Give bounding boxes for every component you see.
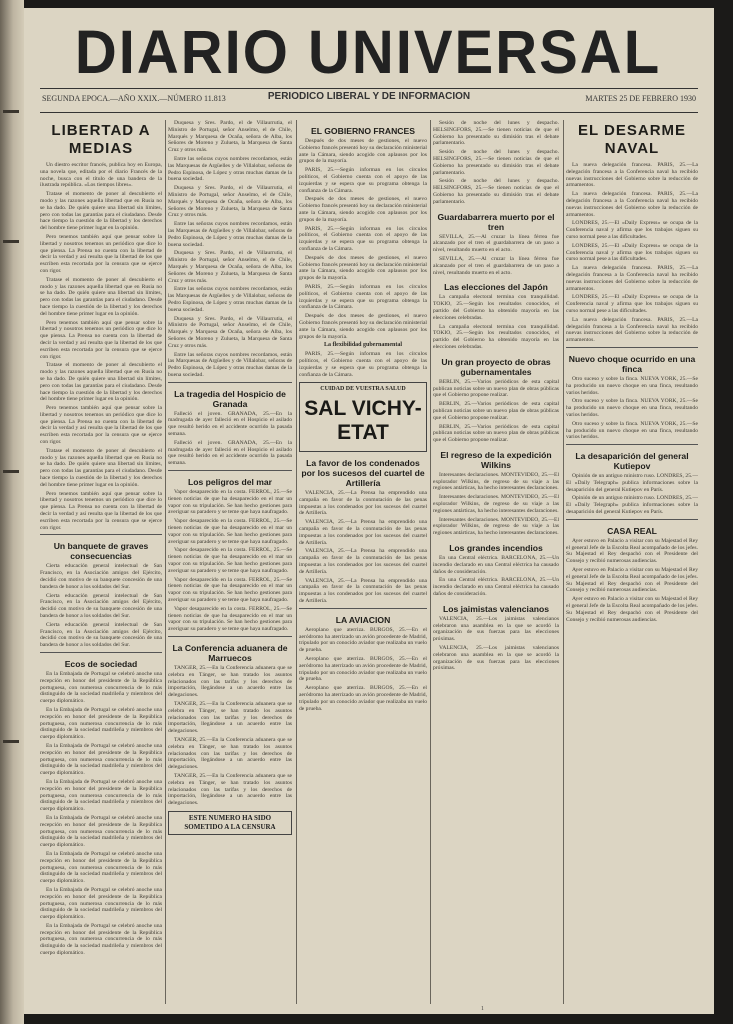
article-text: Vapor desaparecido en la costa. FERROL, 25.—Se tienen noticias de que ha desaparecido en el mar un vapor con su tripulación. Se han hecho gestiones para averiguar su paradero y se teme que haya naufragado. [168, 605, 292, 633]
article-text: Vapor desaparecido en la costa. FERROL, 25.—Se tienen noticias de que ha desaparecido en el mar un vapor con su tripulación. Se han hecho gestiones para averiguar su paradero y se teme que haya naufragado. [168, 489, 292, 516]
article-headline: CASA REAL [607, 525, 657, 536]
article-text: Duquesa y Sres. Pardo, el de Villaurrutia, el Ministro de Portugal, señor Anselmo, el de Chile, Marqués y Marquesa de Ocaña, señora de Alba, los Señores de Moreno y Zulueta, la Marquesa de Santa Cruz y otros más. [168, 185, 292, 219]
article-text: VALENCIA, 25.—La Prensa ha emprendido una campaña en favor de la conmutación de las penas impuestas a los condenados por los sucesos del cuartel de Artillería. [299, 519, 427, 546]
article-text: En la Embajada de Portugal se celebró anoche una recepción en honor del presidente de la República portuguesa, con numerosa concurrencia de lo más distinguido de la sociedad madrileña y miembros del cuerpo diplomático. [40, 922, 162, 957]
article-headline: La favor de los condenados por los sucesos del cuartel de Artillería [301, 458, 425, 489]
article-text: Cierta educación general intelectual de San Francisco, en la Asociación amigos del Ejército, decidió con motivo de su banquete concesión de una bandera de honor a los soldados del Sur. [40, 592, 162, 620]
article-text: Aeroplano que aterriza. BURGOS, 25.—En el aeródromo ha aterrizado un avión procedente de Madrid, tripulado por un conocido aviador que realizaba un vuelo de prueba. [299, 656, 427, 683]
article-text: Pero tenemos también aquí que pensar sobre la libertad y nosotros tenemos un periódico que dice lo que piensa. La Prensa no cuenta con la libertad de decir la verdad y así resulta que la libertad de los que escriben esta recortada por la censura que se ejerce con rigor. [40, 405, 162, 446]
article-text: BERLIN, 25.—Varios periódicos de esta capital publican noticias sobre un nuevo plan de obras públicas que el Gobierno propone realizar. [433, 378, 559, 399]
binding-mark [3, 240, 19, 243]
article-text: Vapor desaparecido en la costa. FERROL, 25.—Se tienen noticias de que ha desaparecido en el mar un vapor con su tripulación. Se han hecho gestiones para averiguar su paradero y se teme que haya naufragado. [168, 518, 292, 545]
article-text: En una Central eléctrica. BARCELONA, 25.—Un incendio declarado en una Central eléctrica ha causado daños de consideración. [433, 555, 559, 575]
issue-date: MARTES 25 DE FEBRERO 1930 [585, 94, 696, 103]
article-headline: Los grandes incendios [449, 543, 543, 554]
article-text: VALENCIA, 25.—Los jaimistas valencianos celebraron una asamblea en la que se acordó la organización de sus fuerzas para las elecciones próximas. [433, 645, 559, 672]
article-text: Falleció el joven. GRANADA, 25.—En la madrugada de ayer falleció en el Hospicio el asilado que resultó herido en el accidente ocurrido la pasada semana. [168, 439, 292, 467]
article-text: Después de dos meses de gestiones, el nuevo Gobierno francés presentó hoy su declaración ministerial ante la Cámara, siendo acogido con aplausos por los grupos de la mayoría. [299, 196, 427, 223]
article-text: En la Embajada de Portugal se celebró anoche una recepción en honor del presidente de la República portuguesa, con numerosa concurrencia de lo más distinguido de la sociedad madrileña y miembros del cuerpo diplomático. [40, 742, 162, 777]
article-text: En la Embajada de Portugal se celebró anoche una recepción en honor del presidente de la República portuguesa, con numerosa concurrencia de lo más distinguido de la sociedad madrileña y miembros del cuerpo diplomático. [40, 671, 162, 705]
article-text: Vapor desaparecido en la costa. FERROL, 25.—Se tienen noticias de que ha desaparecido en el mar un vapor con su tripulación. Se han hecho gestiones para averiguar su paradero y se teme que haya naufragado. [168, 547, 292, 574]
article-text: En la Embajada de Portugal se celebró anoche una recepción en honor del presidente de la República portuguesa, con numerosa concurrencia de lo más distinguido de la sociedad madrileña y miembros del cuerpo diplomático. [40, 850, 162, 885]
article-headline: EL GOBIERNO FRANCES [311, 126, 415, 136]
column-3 [299, 120, 427, 1004]
article-text: En una Central eléctrica. BARCELONA, 25.—Un incendio declarado en una Central eléctrica ha causado daños de consideración. [433, 577, 559, 598]
article-text: Interesantes declaraciones. MONTEVIDEO, 25.—El explorador Wilkins, de regreso de su viaje a las regiones antárticas, ha hecho interesantes declaraciones. [433, 516, 559, 537]
article-text: PARIS, 25.—Según informan en los círculos políticos, el Gobierno cuenta con el apoyo de las izquierdas y se espera que su programa obtenga la confianza de la Cámara. [299, 225, 427, 252]
article-text: En la Embajada de Portugal se celebró anoche una recepción en honor del presidente de la República portuguesa, con numerosa concurrencia de lo más distinguido de la sociedad madrileña y miembros del cuerpo diplomático. [40, 706, 162, 741]
column-2 [168, 120, 292, 1004]
article-text: Entre las señoras cuyos nombres recordamos, están las Marquesas de Argüelles y de Villalobar, señoras de Pedro Espinosa, de López y otras muchas damas de la buena sociedad. [168, 221, 292, 248]
article-text: Cierta educación general intelectual de San Francisco, en la Asociación amigos del Ejército, decidió con motivo de su banquete concesión de una bandera de honor a los soldados del Sur. [40, 563, 162, 590]
article-headline: La Conferencia aduanera de Marruecos [172, 643, 288, 663]
article-text: La campaña electoral termina con tranquilidad. TOKIO, 25.—Según los resultados conocidos, el partido del Gobierno ha obtenido mayoría en las elecciones celebradas. [433, 323, 559, 350]
article-text: En la Embajada de Portugal se celebró anoche una recepción en honor del presidente de la República portuguesa, con numerosa concurrencia de lo más distinguido de la sociedad madrileña y miembros del cuerpo diplomático. [40, 778, 162, 813]
column-1 [40, 120, 162, 1004]
article-text: La nueva delegación francesa. PARIS, 25.—La delegación francesa a la Conferencia naval ha recibido nuevas instrucciones del Gobierno sobre la reducción de armamentos. [566, 162, 698, 189]
article-text: Pero tenemos también aquí que pensar sobre la libertad y nosotros tenemos un periódico que dice lo que piensa. La Prensa no cuenta con la libertad de decir la verdad y así resulta que la libertad de los que escriben esta recortada por la censura que se ejerce con rigor. [40, 233, 162, 274]
article-text: SEVILLA, 25.—Al cruzar la línea férrea fue alcanzado por el tren el guardabarrera de un paso a nivel, resultando muerto en el acto. [433, 233, 559, 254]
article-text: LONDRES, 25.—El «Daily Express» se ocupa de la Conferencia naval y afirma que los trabajos siguen su curso normal pese a las dificultades. [566, 294, 698, 314]
article-text: VALENCIA, 25.—La Prensa ha emprendido una campaña en favor de la conmutación de las penas impuestas a los condenados por los sucesos del cuartel de Artillería. [299, 577, 427, 605]
article-text: Entre las señoras cuyos nombres recordamos, están las Marquesas de Argüelles y de Villalobar, señoras de Pedro Espinosa, de López y otras muchas damas de la buena sociedad. [168, 155, 292, 183]
binding-mark [3, 470, 19, 473]
article-text: TANGER, 25.—En la Conferencia aduanera que se celebra en Tánger, se han tratado los asuntos relacionados con las tarifas y los derechos de importación, llegándose a un acuerdo entre las delegaciones. [168, 772, 292, 807]
article-headline: LA AVIACION [335, 614, 391, 625]
column-5 [566, 120, 698, 1004]
article-text: La nueva delegación francesa. PARIS, 25.—La delegación francesa a la Conferencia naval ha recibido nuevas instrucciones del Gobierno sobre la reducción de armamentos. [566, 191, 698, 218]
article-text: Ayer estuvo en Palacio a visitar con su Majestad el Rey el general Jefe de la Escolta Real acompañado de los jefes. Su Majestad el Rey despachó con el Presidente del Consejo y recibió numerosas audiencias. [566, 596, 698, 623]
article-text: Duquesa y Sres. Pardo, el de Villaurrutia, el Ministro de Portugal, señor Anselmo, el de Chile, Marqués y Marquesa de Ocaña, señora de Alba, los Señores de Moreno y Zulueta, la Marquesa de Santa Cruz y otros más. [168, 250, 292, 284]
article-text: LONDRES, 25.—El «Daily Express» se ocupa de la Conferencia naval y afirma que los trabajos siguen su curso normal pese a las dificultades. [566, 242, 698, 263]
edition-info: SEGUNDA EPOCA.—AÑO XXIX.—NÚMERO 11.813 [42, 94, 226, 103]
article-headline: Un gran proyecto de obras gubernamentales [441, 356, 551, 377]
article-text: Entre las señoras cuyos nombres recordamos, están las Marquesas de Argüelles y de Villalobar, señoras de Pedro Espinosa, de López y otras muchas damas de la buena sociedad. [168, 286, 292, 313]
binding-mark [3, 110, 19, 113]
article-text: Tratase el momento de poner al descubierto el modo y las razones aquella libertad que en Rusia no se ha dado. De quién quiere una libertad sin límites, pero con todas las garantías para el ciudadano. Desde hace tiempo la cuestión de la libertad y los derechos del hombre tiene primer lugar en la opinión. [40, 191, 162, 232]
article-text: SEVILLA, 25.—Al cruzar la línea férrea fue alcanzado por el tren el guardabarrera de un paso a nivel, resultando muerto en el acto. [433, 255, 559, 276]
article-text: Sesión de noche del lunes y despacho. HELSINGFORS, 25.—Se tienen noticias de que el Gobierno ha presentado su dimisión tras el debate parlamentario. [433, 178, 559, 205]
article-text: Opinión de un antiguo ministro ruso. LONDRES, 25.—El «Daily Telegraph» publica informaciones sobre la desaparición del general Kutiepov en París. [566, 495, 698, 516]
binding-mark [3, 740, 19, 743]
article-text: Aeroplano que aterriza. BURGOS, 25.—En el aeródromo ha aterrizado un avión procedente de Madrid, tripulado por un conocido aviador que realizaba un vuelo de prueba. [299, 685, 427, 712]
article-text: Sesión de noche del lunes y despacho. HELSINGFORS, 25.—Se tienen noticias de que el Gobierno ha presentado su dimisión tras el debate parlamentario. [433, 149, 559, 176]
masthead-rule-bottom [40, 112, 698, 113]
column-divider [296, 120, 297, 1004]
article-text: Otro suceso y sobre la finca. NUEVA YORK, 25.—Se ha producido un nuevo choque en una finca, resultando varios heridos. [566, 398, 698, 418]
article-text: Un diestro escritor francés, publica hoy en Europa, una novela que, editada por el diario Francés de la noche, busca con el título de una bandera de la ilustrada república. «Los tiempos libres». [40, 162, 162, 189]
article-headline: Los peligros del mar [187, 477, 273, 488]
article-text: Pero tenemos también aquí que pensar sobre la libertad y nosotros tenemos un periódico que dice lo que piensa. La Prensa no cuenta con la libertad de decir la verdad y así resulta que la libertad de los que escriben esta recortada por la censura que se ejerce con rigor. [40, 319, 162, 360]
article-text: Entre las señoras cuyos nombres recordamos, están las Marquesas de Argüelles y de Villalobar, señoras de Pedro Espinosa, de López y otras muchas damas de la buena sociedad. [168, 351, 292, 378]
masthead-rule-top [40, 88, 698, 89]
advertisement-heading: CUIDAD DE VUESTRA SALUD [320, 386, 406, 393]
article-text: Tratase el momento de poner al descubierto el modo y las razones aquella libertad que en Rusia no se ha dado. De quién quiere una libertad sin límites, pero con todas las garantías para el ciudadano. Desde hace tiempo la cuestión de la libertad y los derechos del hombre tiene primer lugar en la opinión. [40, 447, 162, 488]
censorship-notice-text: ESTE NUMERO HA SIDO SOMETIDO A LA CENSURA [184, 813, 276, 831]
article-text: En la Embajada de Portugal se celebró anoche una recepción en honor del presidente de la República portuguesa, con numerosa concurrencia de lo más distinguido de la sociedad madrileña y miembros del cuerpo diplomático. [40, 814, 162, 849]
advertisement-title: SAL VICHY-ETAT [304, 397, 422, 445]
article-text: Cierta educación general intelectual de San Francisco, en la Asociación amigos del Ejército, decidió con motivo de su banquete concesión de una bandera de honor a los soldados del Sur. [40, 621, 162, 649]
article-text: BERLIN, 25.—Varios periódicos de esta capital publican noticias sobre un nuevo plan de obras públicas que el Gobierno propone realizar. [433, 401, 559, 421]
article-text: VALENCIA, 25.—La Prensa ha emprendido una campaña en favor de la conmutación de las penas impuestas a los condenados por los sucesos del cuartel de Artillería. [299, 490, 427, 517]
article-headline: Las elecciones del Japón [444, 282, 548, 293]
article-headline: EL DESARME NAVAL [577, 122, 687, 157]
article-text: Pero tenemos también aquí que pensar sobre la libertad y nosotros tenemos un periódico que dice lo que piensa. La Prensa no cuenta con la libertad de decir la verdad y así resulta que la libertad de los que escriben esta recortada por la censura que se ejerce con rigor. [40, 490, 162, 531]
article-text: VALENCIA, 25.—La Prensa ha emprendido una campaña en favor de la conmutación de las penas impuestas a los condenados por los sucesos del cuartel de Artillería. [299, 548, 427, 575]
article-text: PARIS, 25.—Según informan en los círculos políticos, el Gobierno cuenta con el apoyo de las izquierdas y se espera que su programa obtenga la confianza de la Cámara. [299, 351, 427, 378]
article-text: La campaña electoral termina con tranquilidad. TOKIO, 25.—Según los resultados conocidos, el partido del Gobierno ha obtenido mayoría en las elecciones celebradas. [433, 294, 559, 321]
article-headline: Un banquete de graves consecuencias [53, 541, 149, 562]
column-divider [430, 120, 431, 1004]
article-text: Duquesa y Sres. Pardo, el de Villaurrutia, el Ministro de Portugal, señor Anselmo, el de Chile, Marqués y Marquesa de Ocaña, señora de Alba, los Señores de Moreno y Zulueta, la Marquesa de Santa Cruz y otros más. [168, 315, 292, 349]
article-headline: La tragedia del Hospicio de Granada [174, 388, 286, 409]
article-text: Duquesa y Sres. Pardo, el de Villaurrutia, el Ministro de Portugal, señor Anselmo, el de Chile, Marqués y Marquesa de Ocaña, señora de Alba, los Señores de Moreno y Zulueta, la Marquesa de Santa Cruz y otros más. [168, 120, 292, 154]
article-text: La nueva delegación francesa. PARIS, 25.—La delegación francesa a la Conferencia naval ha recibido nuevas instrucciones del Gobierno sobre la reducción de armamentos. [566, 316, 698, 344]
column-divider [563, 120, 564, 1004]
newspaper-page [24, 8, 714, 1014]
masthead-subtitle: PERIODICO LIBERAL Y DE INFORMACION [267, 91, 471, 102]
article-headline: Nuevo choque ocurrido en una finca [568, 353, 696, 374]
article-text: Falleció el joven. GRANADA, 25.—En la madrugada de ayer falleció en el Hospicio el asilado que resultó herido en el accidente ocurrido la pasada semana. [168, 410, 292, 438]
article-text: La nueva delegación francesa. PARIS, 25.—La delegación francesa a la Conferencia naval ha recibido nuevas instrucciones del Gobierno sobre la reducción de armamentos. [566, 265, 698, 292]
article-subheadline: La flexibilidad gubernamental [323, 342, 402, 349]
article-text: Aeroplano que aterriza. BURGOS, 25.—En el aeródromo ha aterrizado un avión procedente de Madrid, tripulado por un conocido aviador que realizaba un vuelo de prueba. [299, 626, 427, 654]
article-text: TANGER, 25.—En la Conferencia aduanera que se celebra en Tánger, se han tratado los asuntos relacionados con las tarifas y los derechos de importación, llegándose a un acuerdo entre las delegaciones. [168, 665, 292, 699]
article-text: Después de dos meses de gestiones, el nuevo Gobierno francés presentó hoy su declaración ministerial ante la Cámara, siendo acogido con aplausos por los grupos de la mayoría. [299, 138, 427, 165]
article-text: PARIS, 25.—Según informan en los círculos políticos, el Gobierno cuenta con el apoyo de las izquierdas y se espera que su programa obtenga la confianza de la Cámara. [299, 283, 427, 311]
article-text: Otro suceso y sobre la finca. NUEVA YORK, 25.—Se ha producido un nuevo choque en una finca, resultando varios heridos. [566, 375, 698, 396]
article-headline: LIBERTAD A MEDIAS [51, 122, 151, 157]
article-text: Ayer estuvo en Palacio a visitar con su Majestad el Rey el general Jefe de la Escolta Real acompañado de los jefes. Su Majestad el Rey despachó con el Presidente del Consejo y recibió numerosas audiencias. [566, 537, 698, 565]
article-text: En la Embajada de Portugal se celebró anoche una recepción en honor del presidente de la República portuguesa, con numerosa concurrencia de lo más distinguido de la sociedad madrileña y miembros del cuerpo diplomático. [40, 886, 162, 921]
article-text: Ayer estuvo en Palacio a visitar con su Majestad el Rey el general Jefe de la Escolta Real acompañado de los jefes. Su Majestad el Rey despachó con el Presidente del Consejo y recibió numerosas audiencias. [566, 567, 698, 594]
column-divider [165, 120, 166, 1004]
article-headline: Ecos de sociedad [64, 659, 138, 669]
article-headline: Los jaimistas valencianos [442, 603, 550, 614]
article-text: Tratase el momento de poner al descubierto el modo y las razones aquella libertad que en Rusia no se ha dado. De quién quiere una libertad sin límites, pero con todas las garantías para el ciudadano. Desde hace tiempo la cuestión de la libertad y los derechos del hombre tiene primer lugar en la opinión. [40, 276, 162, 317]
masthead-subline [40, 90, 698, 110]
article-text: Después de dos meses de gestiones, el nuevo Gobierno francés presentó hoy su declaración ministerial ante la Cámara, siendo acogido con aplausos por los grupos de la mayoría. [299, 313, 427, 340]
article-text: TANGER, 25.—En la Conferencia aduanera que se celebra en Tánger, se han tratado los asuntos relacionados con las tarifas y los derechos de importación, llegándose a un acuerdo entre las delegaciones. [168, 736, 292, 771]
masthead-title: DIARIO UNIVERSAL [74, 17, 662, 87]
column-4 [433, 120, 559, 1004]
article-text: PARIS, 25.—Según informan en los círculos políticos, el Gobierno cuenta con el apoyo de las izquierdas y se espera que su programa obtenga la confianza de la Cámara. [299, 167, 427, 194]
article-text: Después de dos meses de gestiones, el nuevo Gobierno francés presentó hoy su declaración ministerial ante la Cámara, siendo acogido con aplausos por los grupos de la mayoría. [299, 254, 427, 282]
article-text: VALENCIA, 25.—Los jaimistas valencianos celebraron una asamblea en la que se acordó la organización de sus fuerzas para las elecciones próximas. [433, 615, 559, 643]
article-text: Opinión de un antiguo ministro ruso. LONDRES, 25.—El «Daily Telegraph» publica informaciones sobre la desaparición del general Kutiepov en París. [566, 473, 698, 493]
article-headline: Guardabarrera muerto por el tren [437, 211, 555, 232]
article-text: BERLIN, 25.—Varios periódicos de esta capital publican noticias sobre un nuevo plan de obras públicas que el Gobierno propone realizar. [433, 423, 559, 444]
article-text: Interesantes declaraciones. MONTEVIDEO, 25.—El explorador Wilkins, de regreso de su viaje a las regiones antárticas, ha hecho interesantes declaraciones. [433, 471, 559, 492]
article-text: Tratase el momento de poner al descubierto el modo y las razones aquella libertad que en Rusia no se ha dado. De quién quiere una libertad sin límites, pero con todas las garantías para el ciudadano. Desde hace tiempo la cuestión de la libertad y los derechos del hombre tiene primer lugar en la opinión. [40, 362, 162, 403]
page-number: 1 [481, 1006, 484, 1012]
article-headline: La desaparición del general Kutiepov [575, 451, 689, 472]
article-text: LONDRES, 25.—El «Daily Express» se ocupa de la Conferencia naval y afirma que los trabajos siguen su curso normal pese a las dificultades. [566, 220, 698, 240]
article-text: Vapor desaparecido en la costa. FERROL, 25.—Se tienen noticias de que ha desaparecido en el mar un vapor con su tripulación. Se han hecho gestiones para averiguar su paradero y se teme que haya naufragado. [168, 576, 292, 604]
article-text: Otro suceso y sobre la finca. NUEVA YORK, 25.—Se ha producido un nuevo choque en una finca, resultando varios heridos. [566, 420, 698, 441]
article-text: Sesión de noche del lunes y despacho. HELSINGFORS, 25.—Se tienen noticias de que el Gobierno ha presentado su dimisión tras el debate parlamentario. [433, 120, 559, 147]
censorship-notice [168, 811, 292, 835]
book-binding-edge [0, 0, 24, 1024]
advertisement [299, 382, 427, 452]
article-text: TANGER, 25.—En la Conferencia aduanera que se celebra en Tánger, se han tratado los asuntos relacionados con las tarifas y los derechos de importación, llegándose a un acuerdo entre las delegaciones. [168, 700, 292, 735]
article-text: Interesantes declaraciones. MONTEVIDEO, 25.—El explorador Wilkins, de regreso de su viaje a las regiones antárticas, ha hecho interesantes declaraciones. [433, 494, 559, 514]
article-headline: El regreso de la expedición Wilkins [440, 449, 552, 470]
